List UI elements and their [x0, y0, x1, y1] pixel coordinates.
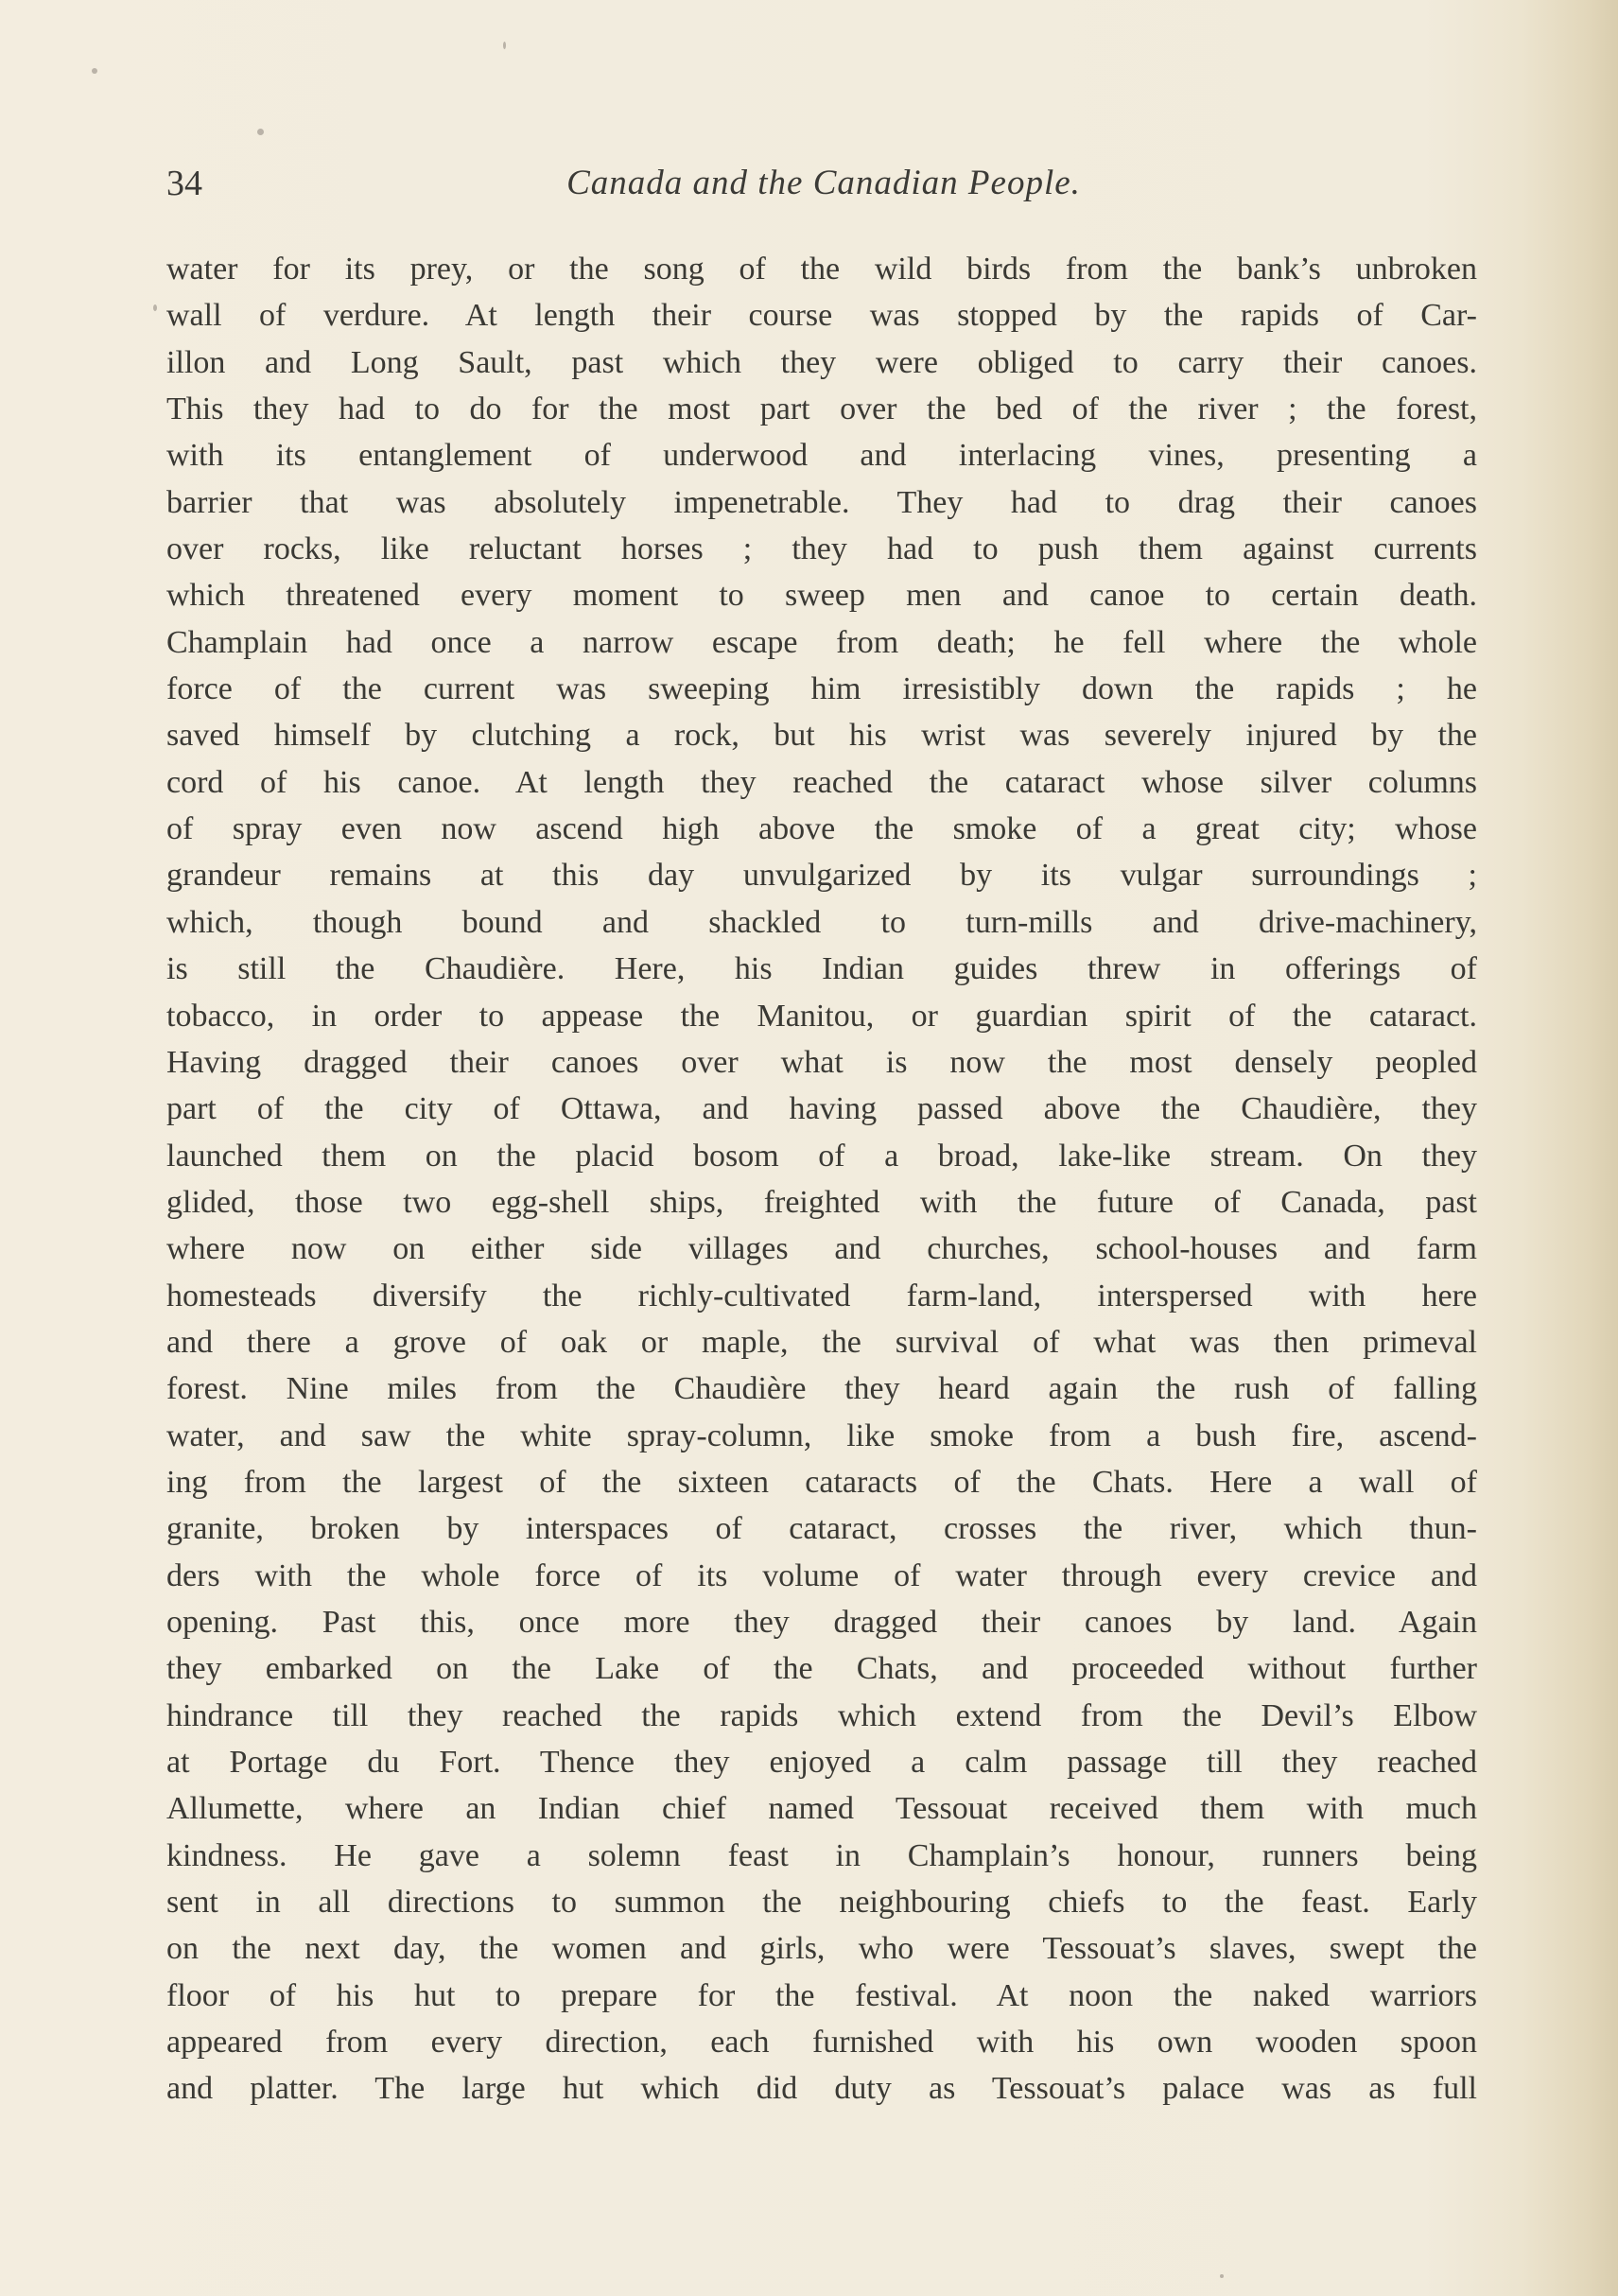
text-line: appeared from every direction, each furnished with his own wooden spoon: [166, 2025, 1477, 2061]
text-line: forest. Nine miles from the Chaudière they heard again the rush of falling: [166, 1371, 1477, 1407]
text-line: launched them on the placid bosom of a broad, lake-like stream. On they: [166, 1138, 1477, 1174]
page-number: 34: [166, 164, 202, 203]
text-line: water, and saw the white spray-column, like smoke from a bush fire, ascend-: [166, 1418, 1477, 1453]
text-line: which, though bound and shackled to turn-mills and drive-machinery,: [166, 904, 1477, 940]
text-line: kindness. He gave a solemn feast in Champlain’s honour, runners being: [166, 1837, 1477, 1873]
text-line: homesteads diversify the richly-cultivated farm-land, interspersed with here: [166, 1278, 1477, 1313]
text-line: illon and Long Sault, past which they were obliged to carry their canoes.: [166, 344, 1477, 380]
running-title: Canada and the Canadian People.: [566, 164, 1081, 202]
text-line: glided, those two egg-shell ships, freighted with the future of Canada, past: [166, 1184, 1477, 1220]
text-line: hindrance till they reached the rapids which extend from the Devil’s Elbow: [166, 1697, 1477, 1733]
paper-speck: [153, 304, 157, 311]
text-line: floor of his hut to prepare for the festival. At noon the naked warriors: [166, 1977, 1477, 2013]
paper-speck: [1220, 2274, 1224, 2278]
text-line: ders with the whole force of its volume of water through every crevice and: [166, 1557, 1477, 1593]
text-line: of spray even now ascend high above the smoke of a great city; whose: [166, 811, 1477, 847]
text-line: part of the city of Ottawa, and having passed above the Chaudière, they: [166, 1091, 1477, 1127]
body-text: [166, 246, 1477, 2113]
text-line: they embarked on the Lake of the Chats, and proceeded without further: [166, 1651, 1477, 1687]
paper-speck: [92, 68, 97, 74]
text-line: Having dragged their canoes over what is now the most densely peopled: [166, 1044, 1477, 1080]
text-line: at Portage du Fort. Thence they enjoyed a calm passage till they reached: [166, 1745, 1477, 1780]
text-line: over rocks, like reluctant horses ; they had to push them against currents: [166, 531, 1477, 567]
paper-speck: [257, 129, 264, 135]
text-line: is still the Chaudière. Here, his Indian guides threw in offerings of: [166, 951, 1477, 987]
text-line: on the next day, the women and girls, who were Tessouat’s slaves, swept the: [166, 1931, 1477, 1967]
page-header: [166, 163, 1481, 219]
text-line: grandeur remains at this day unvulgarized by its vulgar surroundings ;: [166, 858, 1477, 894]
text-line: Champlain had once a narrow escape from death; he fell where the whole: [166, 624, 1477, 660]
text-line: force of the current was sweeping him irresistibly down the rapids ; he: [166, 671, 1477, 707]
paper-speck: [503, 42, 506, 49]
text-line: water for its prey, or the song of the wild birds from the bank’s unbroken: [166, 252, 1477, 287]
text-line: saved himself by clutching a rock, but his wrist was severely injured by the: [166, 718, 1477, 754]
text-line: and there a grove of oak or maple, the survival of what was then primeval: [166, 1324, 1477, 1360]
text-line: ing from the largest of the sixteen cataracts of the Chats. Here a wall of: [166, 1464, 1477, 1500]
text-line: sent in all directions to summon the neighbouring chiefs to the feast. Early: [166, 1885, 1477, 1921]
text-line: where now on either side villages and churches, school-houses and farm: [166, 1231, 1477, 1267]
text-line: This they had to do for the most part over the bed of the river ; the forest,: [166, 391, 1477, 427]
text-line: barrier that was absolutely impenetrable. They had to drag their canoes: [166, 484, 1477, 520]
text-line: granite, broken by interspaces of cataract, crosses the river, which thun-: [166, 1511, 1477, 1547]
text-line: with its entanglement of underwood and interlacing vines, presenting a: [166, 438, 1477, 474]
text-line: cord of his canoe. At length they reached the cataract whose silver columns: [166, 764, 1477, 800]
text-line: wall of verdure. At length their course was stopped by the rapids of Car-: [166, 298, 1477, 334]
text-line: and platter. The large hut which did duty as Tessouat’s palace was as full: [166, 2071, 1477, 2107]
text-line: tobacco, in order to appease the Manitou, or guardian spirit of the cataract.: [166, 998, 1477, 1034]
text-line: which threatened every moment to sweep men and canoe to certain death.: [166, 578, 1477, 614]
text-line: opening. Past this, once more they dragged their canoes by land. Again: [166, 1604, 1477, 1640]
text-line: Allumette, where an Indian chief named Tessouat received them with much: [166, 1791, 1477, 1827]
